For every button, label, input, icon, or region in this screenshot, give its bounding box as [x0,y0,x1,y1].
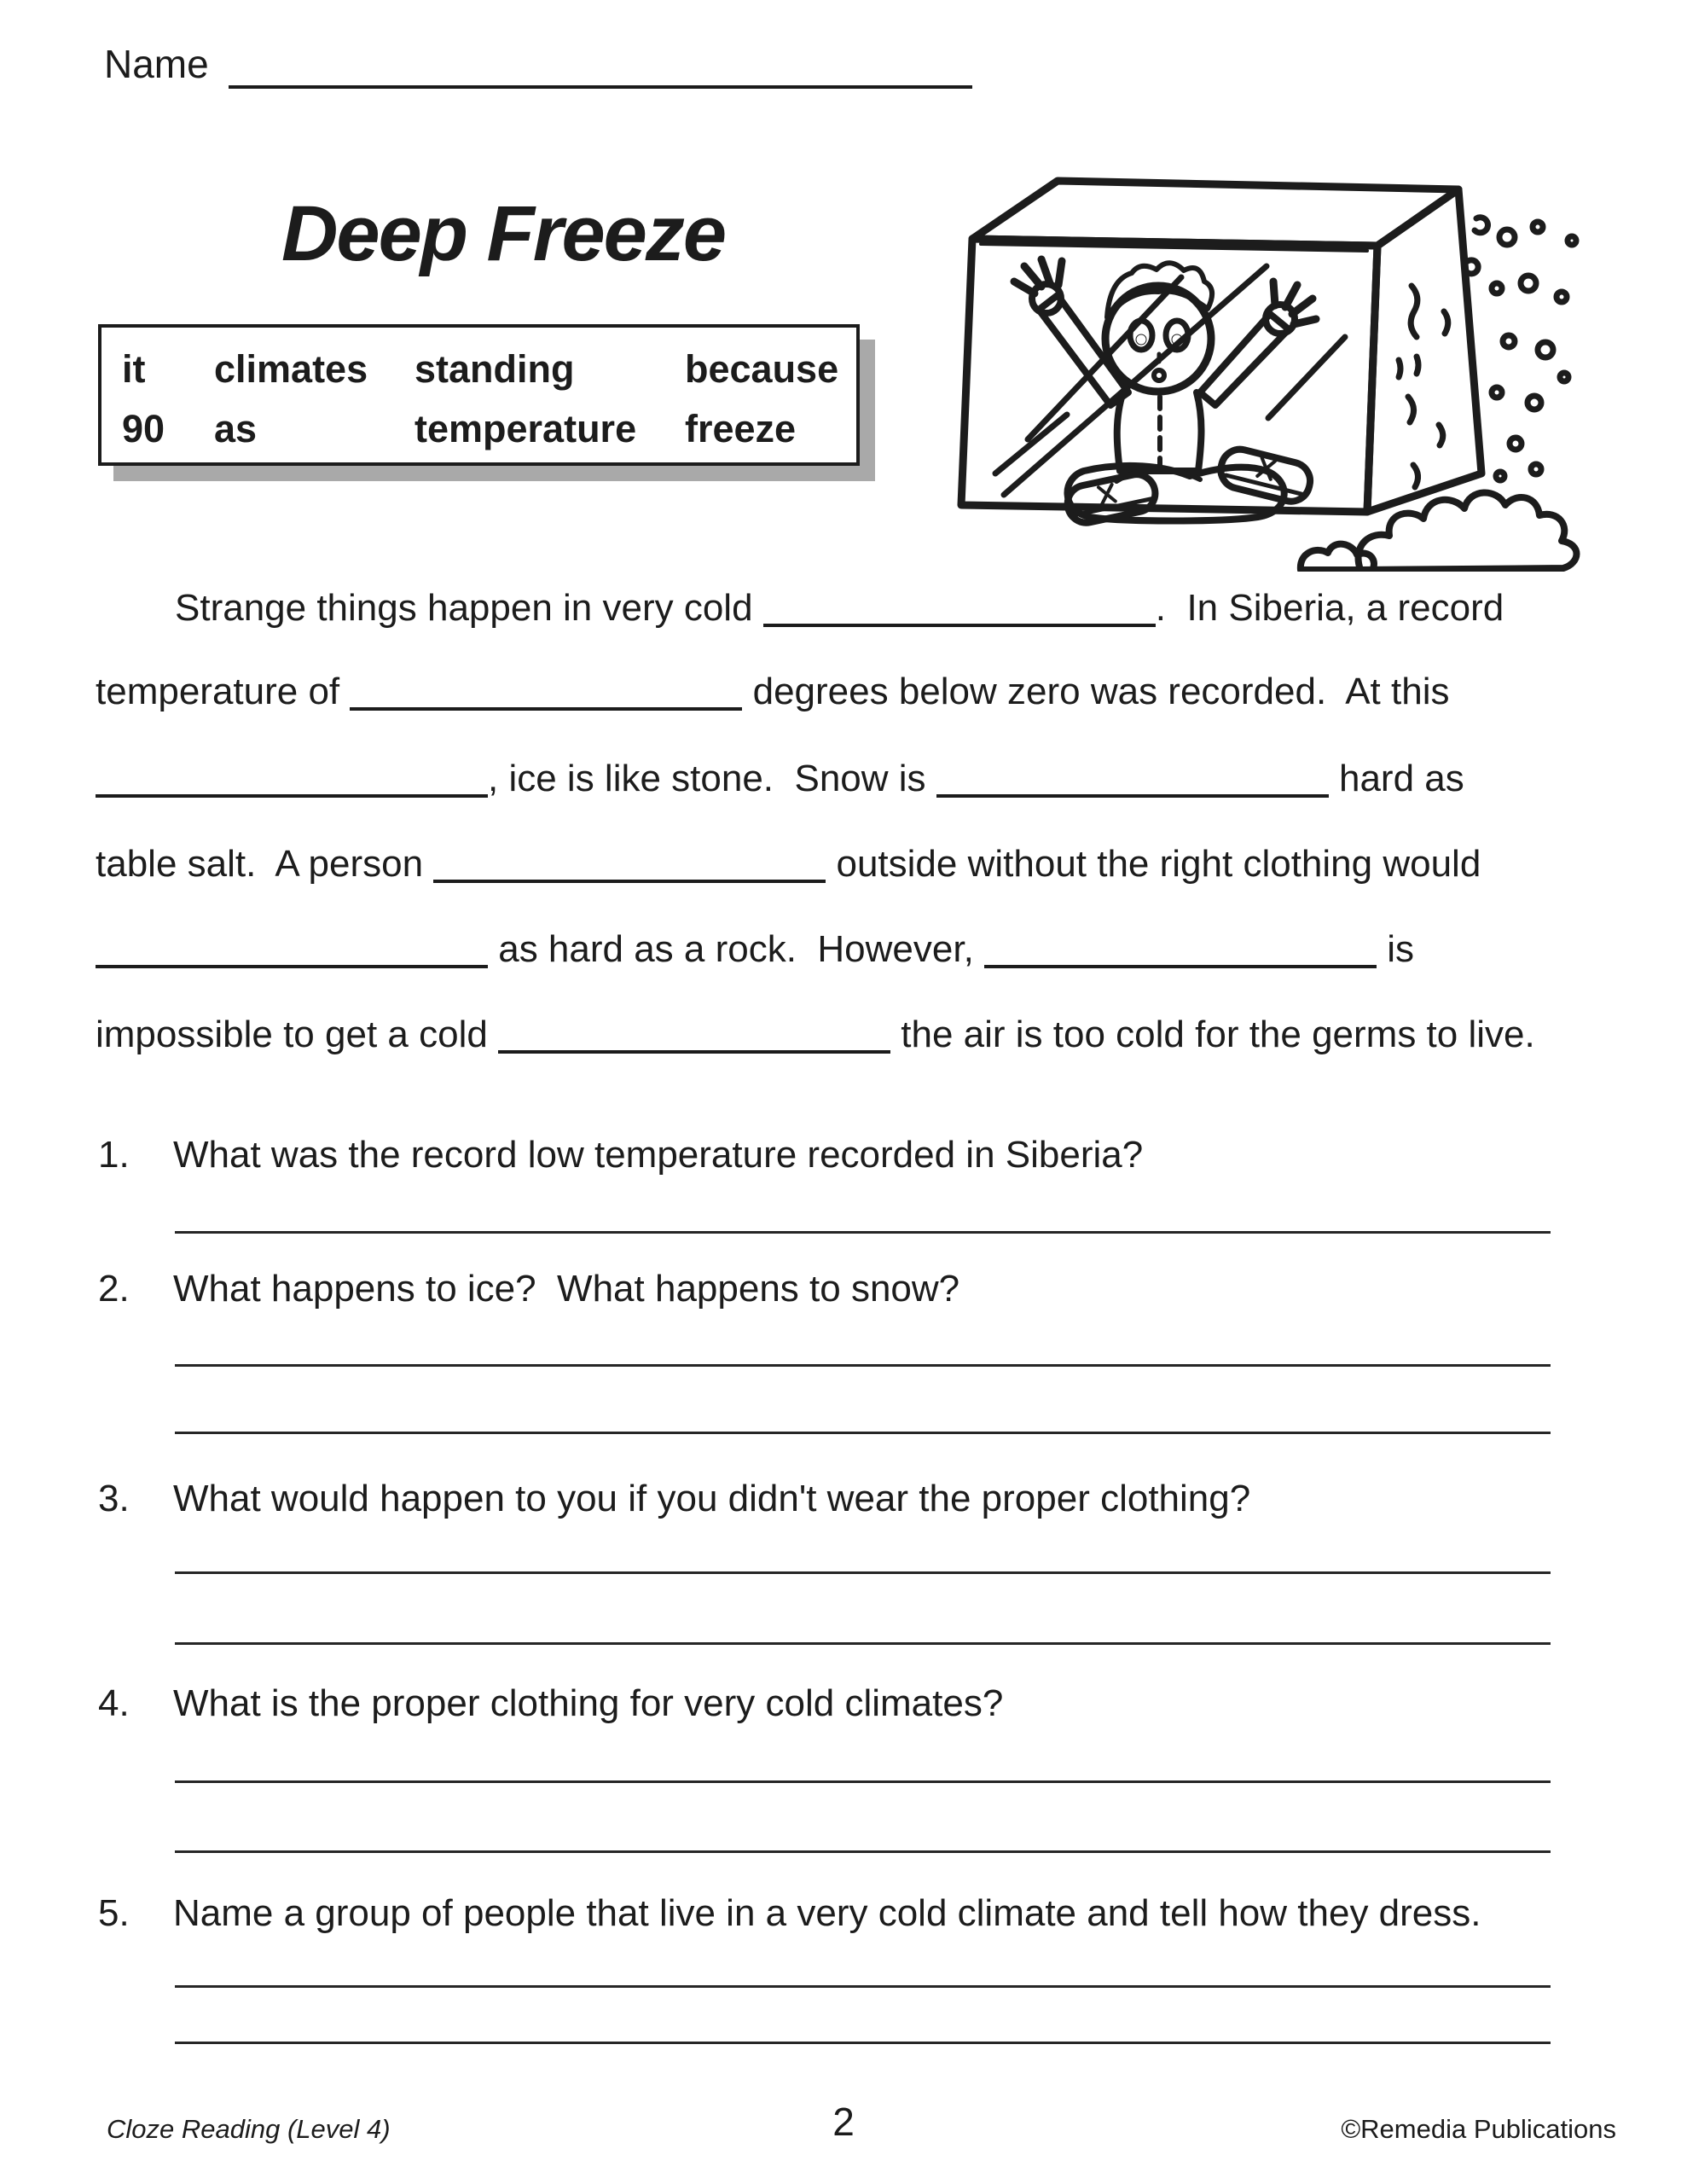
cloze-line [175,587,1504,630]
answer-line[interactable] [175,1850,1551,1853]
question-number: 5. [98,1892,130,1934]
cloze-text: temperature of [96,671,351,712]
answer-line[interactable] [175,1364,1551,1367]
cloze-blank[interactable] [433,851,826,883]
word-bank-word: temperature [415,407,637,450]
question-text: Name a group of people that live in a very cold climate and tell how they dress. [173,1892,1481,1934]
cloze-line [96,671,1449,714]
frost-squiggles-icon [1399,286,1448,487]
cloze-text: the air is too cold for the germs to live. [890,1014,1535,1055]
cloze-blank[interactable] [936,765,1329,798]
cloze-line [96,758,1464,801]
answer-line[interactable] [175,1985,1551,1988]
question-number: 1. [98,1134,130,1176]
question-text: What was the record low temperature recorded in Siberia? [173,1134,1144,1176]
answer-line[interactable] [175,1571,1551,1574]
footer-publisher: ©Remedia Publications [1341,2114,1616,2144]
cloze-line [96,928,1414,972]
footer-series-title: Cloze Reading (Level 4) [107,2114,391,2144]
cloze-text: impossible to get a cold [96,1014,499,1055]
question-number: 2. [98,1268,130,1310]
snow-mound-icon [1301,492,1577,570]
cloze-blank[interactable] [350,678,742,711]
footer-page-number: 2 [832,2100,855,2144]
cloze-text: , ice is like stone. Snow is [488,758,936,799]
cloze-blank[interactable] [96,765,488,798]
word-bank-word: as [214,407,258,450]
cloze-text: outside without the right clothing would [826,843,1481,885]
word-bank-word: 90 [122,407,165,450]
word-bank-word: it [122,347,146,391]
cloze-blank[interactable] [96,936,488,968]
answer-line[interactable] [175,1780,1551,1783]
frozen-boy [1014,259,1316,526]
answer-line[interactable] [175,1432,1551,1434]
word-bank-word: freeze [685,407,797,450]
page-title: Deep Freeze [281,190,726,277]
cloze-blank[interactable] [763,595,1156,627]
cloze-text: as hard as a rock. However, [488,928,985,970]
cloze-line [96,1014,1535,1057]
ice-cube-illustration [900,136,1616,572]
name-fill-line[interactable] [229,51,972,89]
cloze-line [96,843,1481,886]
question-text: What happens to ice? What happens to snow? [173,1268,960,1310]
name-label: Name [104,42,209,86]
word-bank-box [98,324,860,466]
cloze-text: is [1377,928,1415,970]
cloze-text: table salt. A person [96,843,434,885]
cloze-text: Strange things happen in very cold [175,587,763,629]
question-number: 4. [98,1682,130,1724]
word-bank-word: standing [415,347,575,391]
cloze-blank[interactable] [984,936,1377,968]
question-text: What is the proper clothing for very cold climates? [173,1682,1004,1724]
answer-line[interactable] [175,2042,1551,2044]
question-number: 3. [98,1478,130,1519]
cloze-blank[interactable] [498,1021,890,1054]
answer-line[interactable] [175,1642,1551,1645]
answer-line[interactable] [175,1231,1551,1234]
cloze-text: degrees below zero was recorded. At this [742,671,1450,712]
word-bank-word: climates [214,347,368,391]
cloze-text: . In Siberia, a record [1155,587,1504,629]
question-text: What would happen to you if you didn't wear the proper clothing? [173,1478,1251,1519]
word-bank-word: because [685,347,839,391]
cloze-text: hard as [1328,758,1464,799]
